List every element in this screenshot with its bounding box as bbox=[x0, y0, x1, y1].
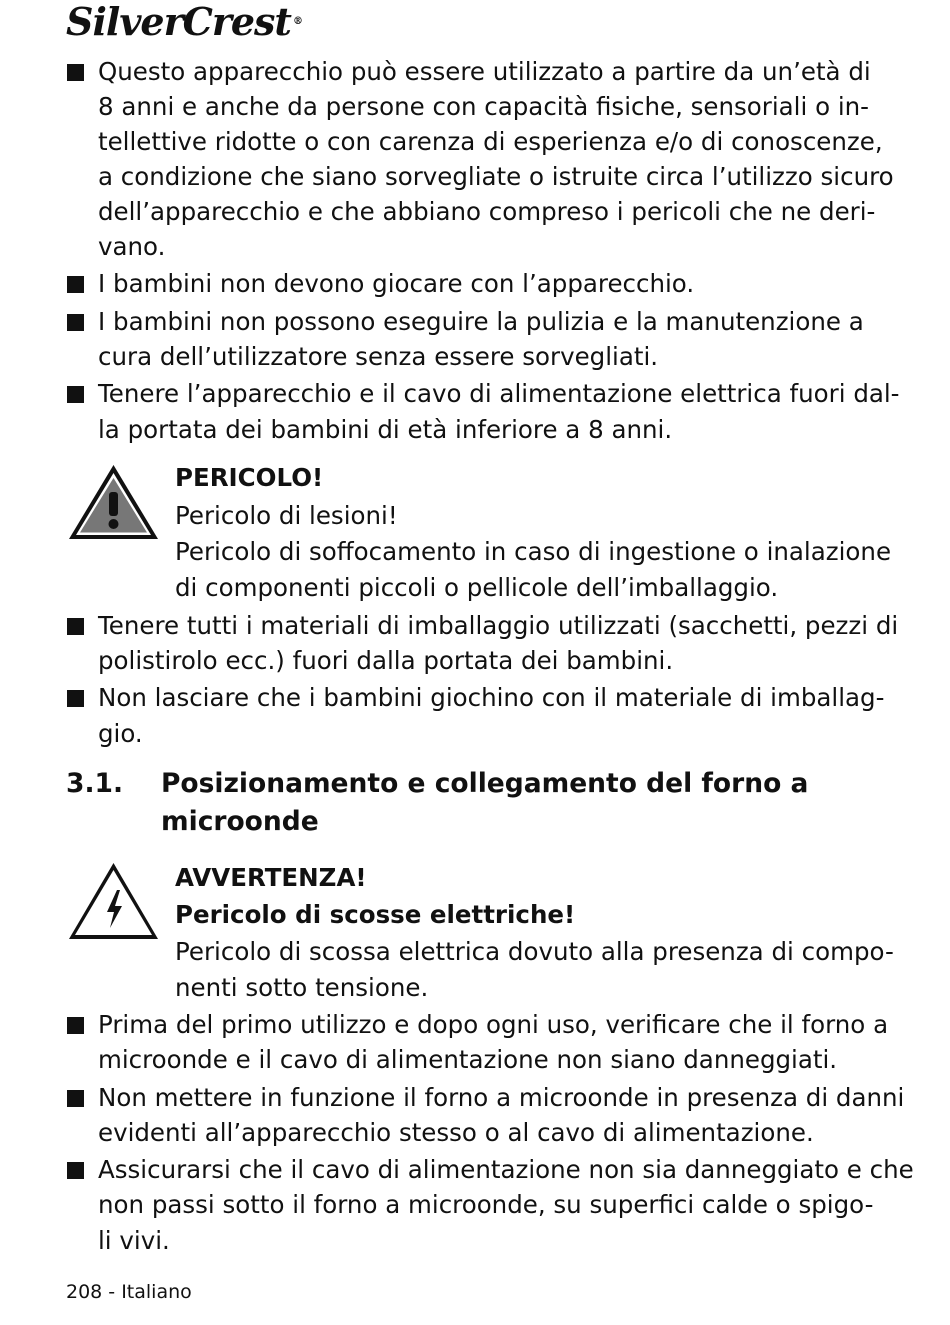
list-item-line: dell’apparecchio e che abbiano compreso i pericoli che ne deri- bbox=[98, 197, 876, 226]
warning-body-line: nenti sotto tensione. bbox=[175, 973, 429, 1002]
list-item-line: Tenere l’apparecchio e il cavo di alimentazione elettrica fuori dal- bbox=[98, 379, 900, 408]
list-item-line: a condizione che siano sorvegliate o istruite circa l’utilizzo sicuro bbox=[98, 162, 894, 191]
bullet-marker bbox=[67, 1162, 84, 1179]
list-item-line: gio. bbox=[98, 719, 143, 748]
bullet-marker bbox=[67, 386, 84, 403]
danger-subtitle: Pericolo di lesioni! bbox=[175, 501, 398, 530]
list-item-line: Assicurarsi che il cavo di alimentazione non sia danneggiato e che bbox=[98, 1155, 914, 1184]
warning-subtitle: Pericolo di scosse elettriche! bbox=[175, 900, 576, 929]
list-item-line: evidenti all’apparecchio stesso o al cavo di alimentazione. bbox=[98, 1118, 814, 1147]
list-item-line: li vivi. bbox=[98, 1226, 170, 1255]
list-item-line: 8 anni e anche da persone con capacità fisiche, sensoriali o in- bbox=[98, 92, 870, 121]
list-item-line: polistirolo ecc.) fuori dalla portata dei bambini. bbox=[98, 646, 674, 675]
list-item-line: microonde e il cavo di alimentazione non siano danneggiati. bbox=[98, 1045, 838, 1074]
list-item-line: la portata dei bambini di età inferiore a 8 anni. bbox=[98, 415, 673, 444]
section-title-line: microonde bbox=[161, 806, 319, 837]
warning-title: AVVERTENZA! bbox=[175, 863, 367, 892]
list-item-line: Tenere tutti i materiali di imballaggio utilizzati (sacchetti, pezzi di bbox=[98, 611, 899, 640]
page-footer: 208 - Italiano bbox=[66, 1281, 192, 1303]
list-item-line: cura dell’utilizzatore senza essere sorvegliati. bbox=[98, 342, 659, 371]
warning-body-line: Pericolo di scossa elettrica dovuto alla presenza di compo- bbox=[175, 937, 894, 966]
bullet-marker bbox=[67, 618, 84, 635]
warning-exclamation-icon bbox=[66, 462, 161, 542]
section-title-line: Posizionamento e collegamento del forno a bbox=[161, 768, 809, 799]
bullet-marker bbox=[67, 64, 84, 81]
bullet-marker bbox=[67, 1017, 84, 1034]
brand-logo-text: SilverCrest bbox=[66, 0, 291, 44]
bullet-marker bbox=[67, 690, 84, 707]
danger-body-line: di componenti piccoli o pellicole dell’imballaggio. bbox=[175, 573, 779, 602]
bullet-marker bbox=[67, 314, 84, 331]
danger-title: PERICOLO! bbox=[175, 463, 324, 492]
list-item-line: I bambini non possono eseguire la pulizia e la manutenzione a bbox=[98, 307, 864, 336]
brand-logo bbox=[66, 0, 302, 44]
electric-shock-icon bbox=[66, 860, 161, 942]
registered-mark: ® bbox=[292, 16, 302, 27]
list-item-line: Questo apparecchio può essere utilizzato a partire da un’età di bbox=[98, 57, 871, 86]
list-item-line: vano. bbox=[98, 232, 166, 261]
list-item-line: Non mettere in funzione il forno a microonde in presenza di danni bbox=[98, 1083, 905, 1112]
list-item-line: Prima del primo utilizzo e dopo ogni uso, verificare che il forno a bbox=[98, 1010, 889, 1039]
section-number: 3.1. bbox=[66, 768, 124, 799]
list-item-line: tellettive ridotte o con carenza di esperienza e/o di conoscenze, bbox=[98, 127, 883, 156]
bullet-marker bbox=[67, 1090, 84, 1107]
list-item-line: I bambini non devono giocare con l’apparecchio. bbox=[98, 269, 695, 298]
bullet-marker bbox=[67, 276, 84, 293]
list-item-line: non passi sotto il forno a microonde, su superfici calde o spigo- bbox=[98, 1190, 874, 1219]
danger-body-line: Pericolo di soffocamento in caso di ingestione o inalazione bbox=[175, 537, 892, 566]
list-item-line: Non lasciare che i bambini giochino con il materiale di imballag- bbox=[98, 683, 885, 712]
